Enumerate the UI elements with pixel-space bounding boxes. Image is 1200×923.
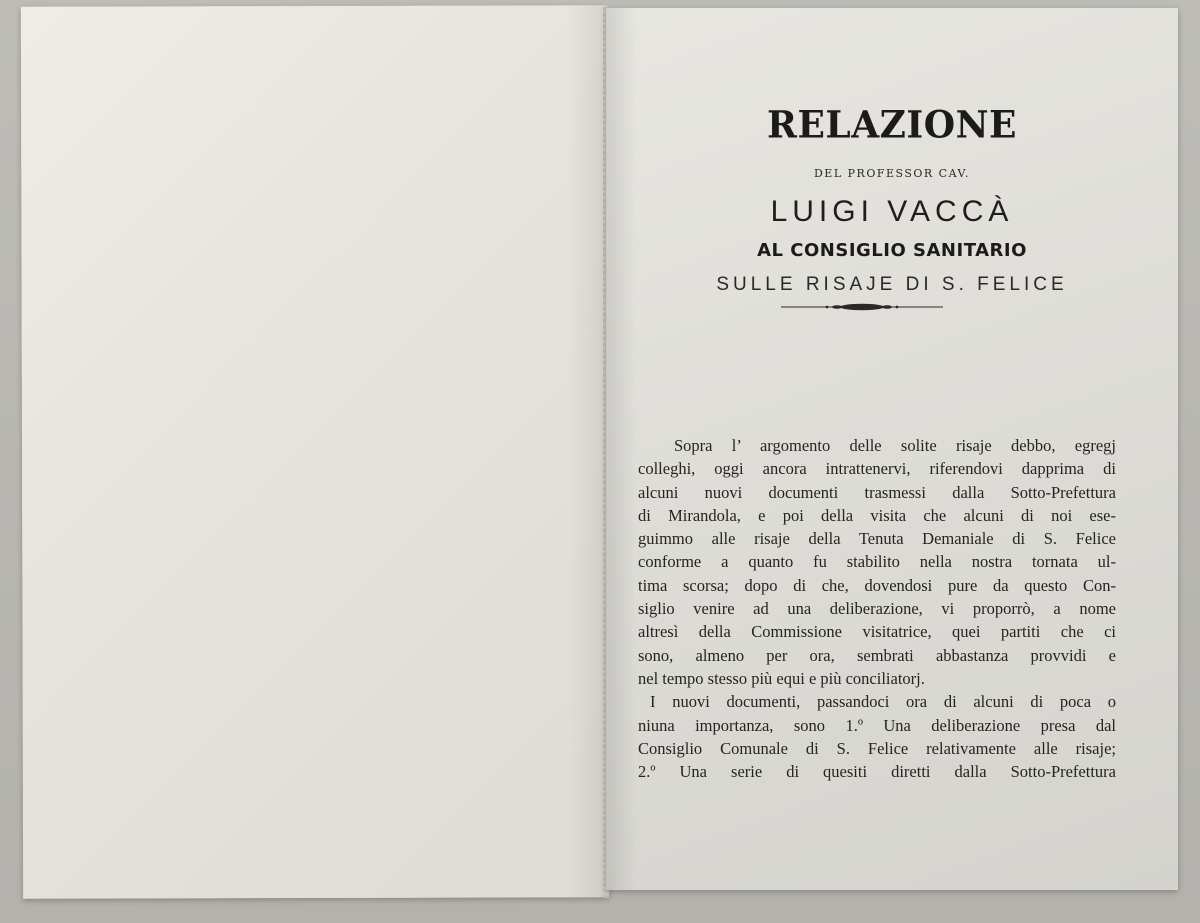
text-line: Sopra l’ argomento delle solite risaje debbo, egregj — [674, 436, 1116, 455]
text-line: sono, almeno per ora, sembrati abbastanza provvidi e — [638, 645, 1116, 665]
title-page — [606, 8, 1178, 890]
byline: DEL PROFESSOR CAV. — [813, 167, 971, 180]
ornament-divider-icon — [781, 301, 943, 313]
addressee: AL CONSIGLIO SANITARIO — [757, 240, 1027, 261]
text-line: tima scorsa; dopo di che, dovendosi pure da questo Con- — [638, 575, 1116, 595]
text-line: 2.º Una serie di quesiti diretti dalla Sotto-Prefettura — [638, 762, 1116, 782]
text-line: alcuni nuovi documenti trasmessi dalla Sotto-Prefettura — [638, 482, 1116, 502]
author-name: LUIGI VACCÀ — [770, 195, 1014, 228]
text-line: conforme a quanto fu stabilito nella nostra tornata ul- — [638, 552, 1116, 572]
body-text — [638, 434, 1116, 783]
text-line: siglio venire ad una deliberazione, vi proporrò, a nome — [638, 599, 1116, 619]
text-line: niuna importanza, sono 1.º Una deliberazione presa dal — [638, 715, 1116, 735]
blank-left-page — [21, 5, 609, 899]
text-line: Consiglio Comunale di S. Felice relativamente alle risaje; — [638, 738, 1116, 758]
text-line: I nuovi documenti, passandoci ora di alcuni di poca o — [650, 692, 1116, 712]
text-line: nel tempo stesso più equi e più conciliatorj. — [638, 668, 925, 688]
document-title: RELAZIONE — [767, 102, 1017, 148]
subject-line: SULLE RISAJE DI S. FELICE — [716, 274, 1068, 295]
text-line: altresì della Commissione visitatrice, quei partiti che ci — [638, 622, 1116, 642]
text-line: colleghi, oggi ancora intrattenervi, riferendovi dapprima di — [638, 459, 1116, 479]
text-line: di Mirandola, e poi della visita che alcuni di noi ese- — [638, 505, 1116, 525]
text-line: guimmo alle risaje della Tenuta Demaniale di S. Felice — [638, 529, 1116, 549]
